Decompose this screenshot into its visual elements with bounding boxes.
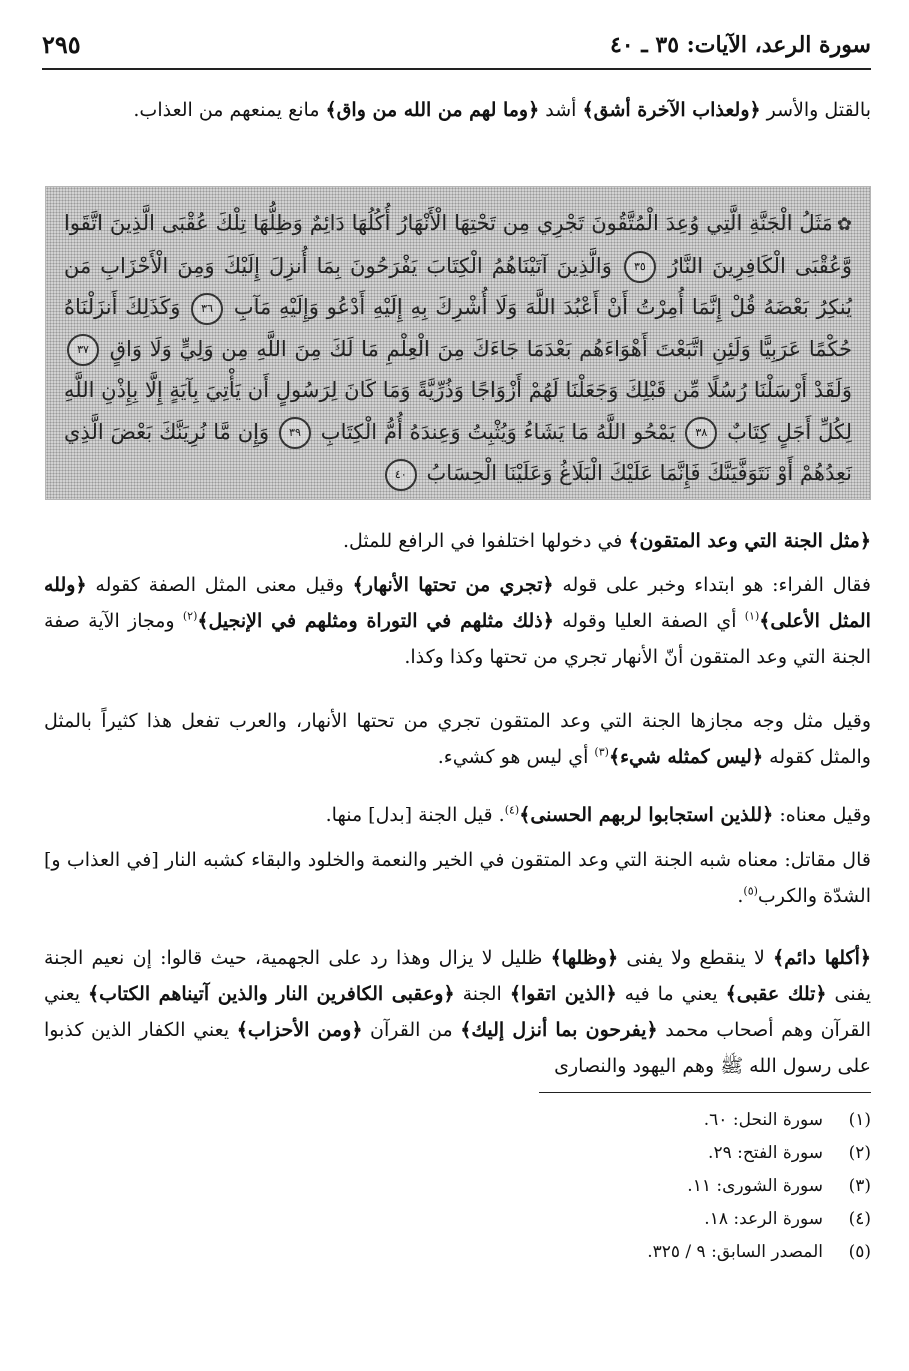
quran-quote: ﴿ذلك مثلهم في التوراة ومثلهم في الإنجيل﴾ [197, 610, 554, 632]
footnote-item [200, 1203, 871, 1236]
quran-verses-box [45, 186, 871, 500]
footnote-item [200, 1104, 871, 1137]
footnote-text: سورة الشورى: ١١. [687, 1176, 823, 1196]
footnote-text: المصدر السابق: ٩ / ٣٢٥. [647, 1242, 823, 1262]
footnote-number: (٣) [848, 1176, 871, 1196]
text-span: يعني ما فيه [616, 983, 726, 1005]
footnote-divider [539, 1092, 871, 1093]
text-span: وقيل معنى المثل الصفة كقوله [86, 574, 353, 596]
verse-number-marker: ٣٦ [191, 293, 223, 325]
commentary-paragraph [44, 940, 871, 1084]
verses-text [64, 203, 852, 495]
footnote-item [200, 1137, 871, 1170]
footnotes-list [200, 1104, 871, 1269]
verse-number-marker: ٣٧ [67, 334, 99, 366]
text-span: قال مقاتل: معناه شبه الجنة التي وعد المتقون في الخير والنعمة والخلود والبقاء كشبه النار [في العذاب و] الشدّة والكرب [44, 849, 871, 907]
verse-number-marker: ٣٥ [624, 251, 656, 283]
footnote-text: سورة الفتح: ٢٩. [708, 1143, 823, 1163]
text-span: يعني الكفار الذين كذبوا على رسول الله ﷺ وهم اليهود والنصارى [44, 1019, 871, 1077]
text-span: مانع يمنعهم من العذاب. [133, 99, 326, 121]
text-span: وقيل معناه: [773, 804, 871, 826]
quran-quote: ﴿تلك عقبى﴾ [725, 983, 827, 1005]
quran-quote: ﴿ومن الأحزاب﴾ [236, 1019, 363, 1041]
footnote-ref[interactable]: (١) [744, 609, 760, 623]
verse-35: مَثَلُ الْجَنَّةِ الَّتِي وُعِدَ الْمُتَّقُونَ تَجْرِي مِن تَحْتِهَا الْأَنْهَارُ أُكُلُهَا دَائِمٌ وَظِلُّهَا تِلْكَ عُقْبَى الَّذِينَ اتَّقَوا وَّعُقْبَى الْكَافِرِينَ النَّارُ [64, 211, 852, 278]
text-span: ظليل لا يزال وهذا رد على الجهمية، حيث قالوا: إن نعيم الجنة يفنى [44, 947, 871, 1005]
quran-quote: ﴿مثل الجنة التي وعد المتقون﴾ [628, 530, 871, 552]
text-span: يعني القرآن وهم أصحاب محمد [44, 983, 871, 1041]
intro-paragraph [44, 92, 871, 128]
verse-37: وَكَذَلِكَ أَنزَلْنَاهُ حُكْمًا عَرَبِيًّا وَلَئِنِ اتَّبَعْتَ أَهْوَاءَهُم بَعْدَمَا جَاءَكَ مِنَ الْعِلْمِ مَا لَكَ مِنَ اللَّهِ مِن وَلِيٍّ وَلَا وَاقٍ [64, 295, 852, 361]
text-span: فقال الفراء: هو ابتداء وخبر على قوله [553, 574, 872, 596]
surah-title: سورة الرعد، الآيات: ٣٥ ـ ٤٠ [609, 32, 871, 58]
quran-quote: ﴿وعقبى الكافرين النار والذين آتيناهم الكتاب﴾ [88, 983, 455, 1005]
footnote-number: (٥) [848, 1242, 871, 1262]
verse-36: وَالَّذِينَ آتَيْنَاهُمُ الْكِتَابَ يَفْرَحُونَ بِمَا أُنزِلَ إِلَيْكَ وَمِنَ الْأَحْزَابِ مَن يُنكِرُ بَعْضَهُ قُلْ إِنَّمَا أُمِرْتُ أَنْ أَعْبُدَ اللَّهَ وَلَا أُشْرِكَ بِهِ إِلَيْهِ أَدْعُو وَإِلَيْهِ مَآبِ [64, 253, 852, 319]
verse-number-marker: ٣٨ [685, 417, 717, 449]
footnote-item [200, 1170, 871, 1203]
footnote-number: (١) [848, 1110, 871, 1130]
text-span: الجنة [454, 983, 510, 1005]
verse-40: وَإِن مَّا نُرِيَنَّكَ بَعْضَ الَّذِي نَعِدُهُمْ أَوْ نَتَوَفَّيَنَّكَ فَإِنَّمَا عَلَيْكَ الْبَلَاغُ وَعَلَيْنَا الْحِسَابُ [64, 419, 852, 485]
footnote-ref[interactable]: (٥) [743, 884, 758, 898]
text-span: في دخولها اختلفوا في الرافع للمثل. [342, 530, 629, 552]
footnote-number: (٢) [848, 1143, 871, 1163]
text-span: من القرآن [362, 1019, 461, 1041]
verse-39: يَمْحُو اللَّهُ مَا يَشَاءُ وَيُثْبِتُ وَعِندَهُ أُمُّ الْكِتَابِ [320, 419, 676, 444]
quran-quote: ﴿للذين استجابوا لربهم الحسنى﴾ [519, 804, 774, 826]
footnote-ref[interactable]: (٢) [182, 609, 198, 623]
verse-number-marker: ٤٠ [385, 459, 417, 491]
quran-quote: ﴿وما لهم من الله من واق﴾ [325, 99, 540, 121]
commentary-paragraph [44, 703, 871, 775]
footnote-ref[interactable]: (٣) [594, 745, 609, 759]
page-header [42, 24, 871, 68]
quran-quote: ﴿ولله المثل الأعلى﴾ [44, 574, 871, 632]
text-span: أي ليس هو كشيء. [437, 746, 595, 768]
footnote-text: سورة النحل: ٦٠. [703, 1110, 823, 1130]
commentary-paragraph [44, 523, 871, 559]
footnote-number: (٤) [848, 1209, 871, 1229]
text-span: . قيل الجنة [بدل] منها. [325, 804, 505, 826]
header-divider [42, 68, 871, 70]
verse-38: وَلَقَدْ أَرْسَلْنَا رُسُلًا مِّن قَبْلِكَ وَجَعَلْنَا لَهُمْ أَزْوَاجًا وَذُرِّيَّةً وَمَا كَانَ لِرَسُولٍ أَن يَأْتِيَ بِآيَةٍ إِلَّا بِإِذْنِ اللَّهِ لِكُلِّ أَجَلٍ كِتَابٌ [64, 378, 852, 444]
quran-quote: ﴿ولعذاب الآخرة أشق﴾ [582, 99, 761, 121]
verse-number-marker: ٣٩ [279, 417, 311, 449]
flower-ornament-icon: ✿ [836, 214, 852, 235]
commentary-paragraph [44, 797, 871, 833]
footnote-text: سورة الرعد: ١٨. [704, 1209, 823, 1229]
text-span: ومجاز الآية صفة الجنة التي وعد المتقون أنّ الأنهار تجري من تحتها وكذا وكذا. [44, 610, 871, 668]
text-span: أي الصفة العليا وقوله [553, 610, 745, 632]
commentary-paragraph [44, 567, 871, 675]
quran-quote: ﴿الذين اتقوا﴾ [509, 983, 617, 1005]
commentary-paragraph [44, 842, 871, 914]
footnote-ref[interactable]: (٤) [504, 803, 520, 817]
quran-quote: ﴿يفرحون بما أنزل إليك﴾ [460, 1019, 658, 1041]
page-number: ٢٩٥ [42, 30, 81, 59]
text-span: . [737, 885, 744, 907]
footnote-item [200, 1236, 871, 1269]
text-span: وقيل مثل وجه مجازها الجنة التي وعد المتقون تجري من تحتها الأنهار، والعرب تفعل هذا كثيراً بالمثل والمثل كقوله [44, 710, 871, 768]
text-span: لا ينقطع ولا يفنى [618, 947, 774, 969]
quran-quote: ﴿أكلها دائم﴾ [773, 947, 871, 969]
text-span: أشد [539, 99, 583, 121]
text-span: بالقتل والأسر [760, 99, 871, 121]
quran-quote: ﴿تجري من تحتها الأنهار﴾ [352, 574, 554, 596]
quran-quote: ﴿ليس كمثله شيء﴾ [608, 746, 764, 768]
quran-quote: ﴿وظلها﴾ [550, 947, 619, 969]
